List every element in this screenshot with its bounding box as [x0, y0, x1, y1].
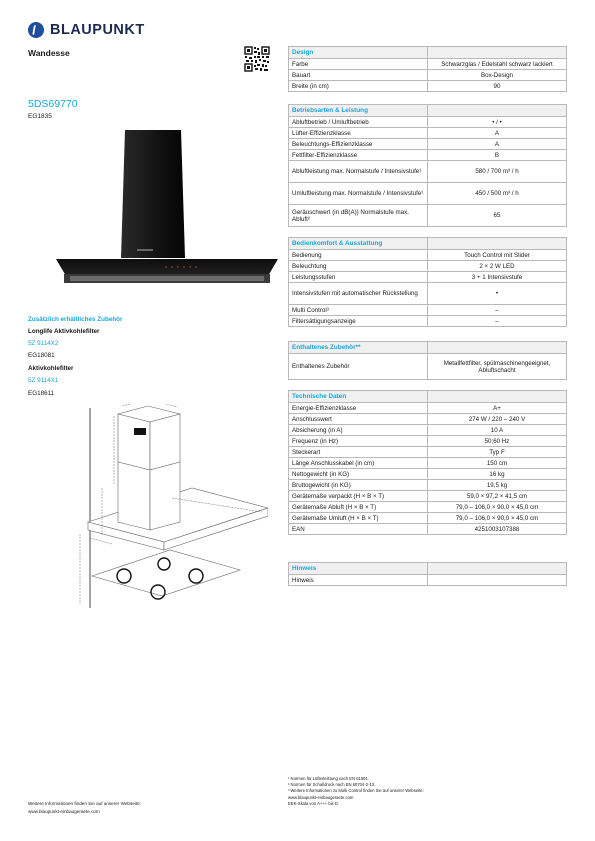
accessory-1-code: EG18081: [28, 352, 55, 359]
section-title: Technische Daten: [289, 391, 428, 403]
spec-label: Frequenz (in Hz): [289, 436, 428, 447]
spec-value: A: [428, 139, 567, 150]
spec-value: 2 × 2 W LED: [428, 261, 567, 272]
footnote: ¹ Normen für Lüfterleistung nach EN 61591.: [288, 776, 370, 781]
spec-label: Abluftleistung max. Normalstufe / Intensivstufe¹: [289, 161, 428, 183]
spec-table-notes: [288, 562, 567, 586]
model-number: 5DS69770: [28, 98, 78, 110]
spec-label: Multi Control³: [289, 305, 428, 316]
spec-value: Box-Design: [428, 70, 567, 81]
spec-label: Intensivstufen mit automatischer Rückstellung: [289, 283, 428, 305]
accessory-1-part: 5Z 9114X2: [28, 340, 59, 347]
spec-value: 90: [428, 81, 567, 92]
spec-value: 150 cm: [428, 458, 567, 469]
spec-value: 274 W / 220 – 240 V: [428, 414, 567, 425]
spec-label: Länge Anschlusskabel (in cm): [289, 458, 428, 469]
spec-label: Lüfter-Effizienzklasse: [289, 128, 428, 139]
spec-label: Farbe: [289, 59, 428, 70]
spec-label: Energie-Effizienzklasse: [289, 403, 428, 414]
qr-code-icon: [244, 46, 270, 72]
spec-value: 65: [428, 205, 567, 227]
spec-value: Typ F: [428, 447, 567, 458]
spec-table-technical: [288, 390, 567, 535]
spec-label: Abluftbetrieb / Umluftbetrieb: [289, 117, 428, 128]
spec-label: Filtersättigungsanzeige: [289, 316, 428, 327]
spec-value: 19,5 kg: [428, 480, 567, 491]
accessories-title: Zusätzlich erhältliches Zubehör: [28, 316, 123, 323]
brand-logo-icon: [28, 22, 44, 38]
spec-value: Metallfettfilter, spülmaschinengeeignet, Abluftschacht: [428, 354, 567, 380]
spec-value: [428, 575, 567, 586]
spec-label: Geräuschwert (in dB(A)) Normalstufe max. Abluft²: [289, 205, 428, 227]
spec-label: Beleuchtung: [289, 261, 428, 272]
spec-label: EAN: [289, 524, 428, 535]
footer-url[interactable]: www.blaupunkt-einbaugeraete.com: [28, 808, 100, 814]
spec-value: •: [428, 283, 567, 305]
footnote-url[interactable]: www.blaupunkt-einbaugeraete.com: [288, 794, 354, 800]
accessory-1-name: Longlife Aktivkohlefilter: [28, 328, 100, 335]
footnote: EEK-Skala von A+++ bis D.: [288, 800, 340, 806]
spec-table-performance: [288, 104, 567, 227]
spec-value: 580 / 700 m³ / h: [428, 161, 567, 183]
spec-value: 59,0 × 97,2 × 41,5 cm: [428, 491, 567, 502]
spec-value: B: [428, 150, 567, 161]
spec-label: Nettogewicht (in KG): [289, 469, 428, 480]
spec-value: Touch Control mit Slider: [428, 250, 567, 261]
accessory-2-name: Aktivkohlefilter: [28, 365, 74, 372]
spec-value: 3 + 1 Intensivstufe: [428, 272, 567, 283]
spec-label: Bruttogewicht (in KG): [289, 480, 428, 491]
footer-text: Weitere Informationen finden Sie auf unserer Webseite:: [28, 801, 141, 806]
section-title: Enthaltenes Zubehör**: [289, 342, 428, 354]
spec-value: –: [428, 316, 567, 327]
model-code: EG1835: [28, 113, 52, 120]
spec-table-comfort: [288, 237, 567, 327]
footnotes: [288, 776, 424, 807]
section-title: Bedienkomfort & Ausstattung: [289, 238, 428, 250]
brand-name: BLAUPUNKT: [50, 22, 145, 38]
spec-label: Umluftleistung max. Normalstufe / Intensivstufe¹: [289, 183, 428, 205]
spec-label: Beleuchtungs-Effizienzklasse: [289, 139, 428, 150]
spec-label: Gerätemaße Abluft (H × B × T): [289, 502, 428, 513]
spec-label: Fettfilter-Effizienzklasse: [289, 150, 428, 161]
spec-label: Steckerart: [289, 447, 428, 458]
spec-value: 79,0 – 106,0 × 90,0 × 45,0 cm: [428, 502, 567, 513]
accessory-2-part: 5Z 9114X1: [28, 377, 59, 384]
footer-website-info: [28, 800, 141, 815]
footnote: ³ Weitere Informationen zu Multi Control finden Sie auf unserer Webseite:: [288, 788, 424, 794]
spec-label: Absicherung (in A): [289, 425, 428, 436]
dimension-drawing: [72, 404, 268, 608]
spec-value: A+: [428, 403, 567, 414]
spec-value: 50;60 Hz: [428, 436, 567, 447]
footnote: ² Normen für Schalldruck nach EN 60704-2-13.: [288, 782, 376, 788]
spec-label: Gerätemaße verpackt (H × B × T): [289, 491, 428, 502]
spec-label: Breite (in cm): [289, 81, 428, 92]
product-type: Wandesse: [28, 48, 70, 58]
spec-value: 10 A: [428, 425, 567, 436]
spec-value: • / •: [428, 117, 567, 128]
spec-table-design: [288, 46, 567, 92]
spec-value: –: [428, 305, 567, 316]
section-title: Betriebsarten & Leistung: [289, 105, 428, 117]
spec-label: Anschlusswert: [289, 414, 428, 425]
spec-label: Hinweis: [289, 575, 428, 586]
hood-product-image: [48, 128, 286, 292]
section-title: Design: [289, 47, 428, 59]
spec-label: Gerätemaße Umluft (H × B × T): [289, 513, 428, 524]
spec-value: A: [428, 128, 567, 139]
section-title: Hinweis: [289, 563, 428, 575]
brand-logo: [28, 22, 145, 38]
spec-label: Enthaltenes Zubehör: [289, 354, 428, 380]
accessory-2-code: EG18611: [28, 390, 55, 397]
spec-label: Leistungsstufen: [289, 272, 428, 283]
spec-value: 79,0 – 106,0 × 90,0 × 45,0 cm: [428, 513, 567, 524]
spec-label: Bedienung: [289, 250, 428, 261]
spec-label: Bauart: [289, 70, 428, 81]
spec-table-included-accessories: [288, 341, 567, 380]
spec-value: Schwarzglas / Edelstahl schwarz lackiert: [428, 59, 567, 70]
spec-value: 4251003107388: [428, 524, 567, 535]
spec-value: 16 kg: [428, 469, 567, 480]
spec-value: 450 / 500 m³ / h: [428, 183, 567, 205]
